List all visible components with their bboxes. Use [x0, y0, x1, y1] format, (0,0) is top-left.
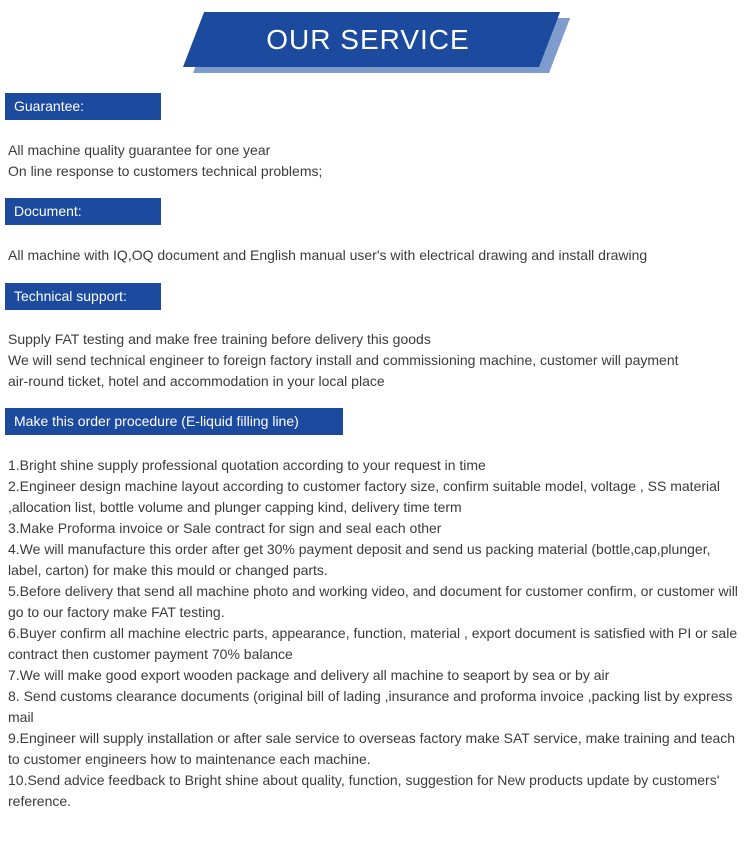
- text-line: 1.Bright shine supply professional quotation according to your request in time: [8, 457, 486, 473]
- text-line: 5.Before delivery that send all machine photo and working video, and document for customer confirm, or customer will: [8, 583, 738, 599]
- text-line: 4.We will manufacture this order after get 30% payment deposit and send us packing material (bottle,cap,plunger,: [8, 541, 711, 557]
- text-line: 7.We will make good export wooden package and delivery all machine to seaport by sea or by air: [8, 667, 610, 683]
- banner: [0, 0, 750, 93]
- text-line: All machine with IQ,OQ document and English manual user's with electrical drawing and install drawing: [8, 247, 648, 263]
- text-line: Supply FAT testing and make free training before delivery this goods: [8, 331, 431, 347]
- text-line: 10.Send advice feedback to Bright shine about quality, function, suggestion for New products update by customers': [8, 772, 720, 788]
- text-line: to customer engineers how to maintenance each machine.: [8, 751, 371, 767]
- section-body-guarantee: [8, 140, 750, 182]
- text-line: 3.Make Proforma invoice or Sale contract for sign and seal each other: [8, 520, 442, 536]
- text-line: On line response to customers technical problems;: [8, 163, 323, 179]
- text-line: All machine quality guarantee for one year: [8, 142, 271, 158]
- section-heading-technical-support: Technical support:: [5, 283, 161, 310]
- page-title: OUR SERVICE: [266, 23, 470, 55]
- text-line: label, carton) for make this mould or changed parts.: [8, 562, 328, 578]
- text-line: go to our factory make FAT testing.: [8, 604, 225, 620]
- section-heading-guarantee: Guarantee:: [5, 93, 161, 120]
- text-line: ,allocation list, bottle volume and plunger capping kind, delivery time term: [8, 499, 462, 515]
- text-line: 6.Buyer confirm all machine electric parts, appearance, function, material , export document is satisfied with PI or sale: [8, 625, 738, 641]
- text-line: air-round ticket, hotel and accommodation in your local place: [8, 373, 385, 389]
- section-heading-document: Document:: [5, 198, 161, 225]
- text-line: reference.: [8, 793, 72, 809]
- section-body-order-procedure: [8, 455, 750, 812]
- text-line: 2.Engineer design machine layout according to customer factory size, confirm suitable model, voltage , SS material: [8, 478, 721, 494]
- text-line: We will send technical engineer to foreign factory install and commissioning machine, customer will payment: [8, 352, 679, 368]
- section-body-document: [8, 245, 750, 266]
- text-line: contract then customer payment 70% balance: [8, 646, 293, 662]
- text-line: mail: [8, 709, 34, 725]
- section-heading-order-procedure: Make this order procedure (E-liquid filling line): [5, 408, 343, 435]
- section-body-technical-support: [8, 329, 750, 392]
- text-line: 9.Engineer will supply installation or after sale service to overseas factory make SAT service, make training and teach: [8, 730, 736, 746]
- text-line: 8. Send customs clearance documents (original bill of lading ,insurance and proforma invoice ,packing list by express: [8, 688, 733, 704]
